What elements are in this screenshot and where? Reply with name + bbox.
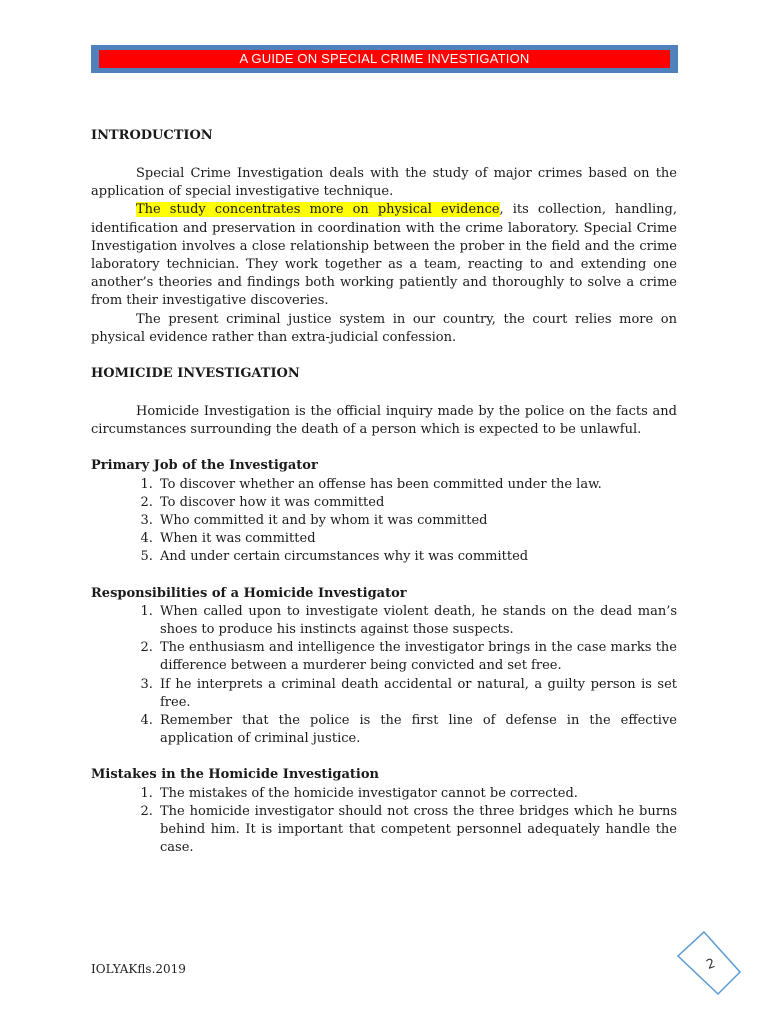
responsibilities-list: [91, 603, 677, 749]
list-item: 3. Who committed it and by whom it was committed: [157, 512, 677, 530]
document-header-banner: [91, 45, 678, 73]
list-item: 1. The mistakes of the homicide investigator cannot be corrected.: [157, 785, 677, 803]
introduction-heading: INTRODUCTION: [91, 128, 213, 143]
intro-paragraph-2-rest: , its collection, handling, identification and preservation in coordination with the crime laboratory. Special Crime Investigation involves a close relationship between the prober in the field and the crime laboratory technician. They work together as a team, reacting to and extending one another’s theories and findings both working patiently and thoroughly to solve a crime from their investigative discoveries.: [91, 202, 677, 309]
list-item: 1. When called upon to investigate violent death, he stands on the dead man’s shoes to produce his instincts against those suspects.: [157, 603, 677, 639]
list-item: 4. When it was committed: [157, 530, 677, 548]
primary-job-heading: Primary Job of the Investigator: [91, 458, 318, 474]
footer-text: IOLYAKfls.2019: [91, 962, 186, 976]
intro-paragraph-3: The present criminal justice system in our country, the court relies more on physical evidence rather than extra-judicial confession.: [91, 311, 677, 345]
intro-paragraph-1: Special Crime Investigation deals with the study of major crimes based on the application of special investigative technique.: [91, 166, 677, 200]
list-item: 2. To discover how it was committed: [157, 494, 677, 512]
responsibilities-heading: Responsibilities of a Homicide Investigator: [91, 585, 407, 601]
primary-job-list: [91, 476, 677, 567]
homicide-definition: [91, 403, 677, 439]
list-item: 3. If he interprets a criminal death accidental or natural, a guilty person is set free.: [157, 676, 677, 712]
document-body: [91, 127, 677, 858]
intro-paragraph-2: [91, 201, 677, 310]
document-title: A GUIDE ON SPECIAL CRIME INVESTIGATION: [99, 50, 670, 68]
introduction-section: [91, 165, 677, 347]
list-item: 1. To discover whether an offense has been committed under the law.: [157, 476, 677, 494]
mistakes-heading: Mistakes in the Homicide Investigation: [91, 767, 379, 783]
highlighted-text: The study concentrates more on physical evidence: [136, 202, 500, 218]
homicide-definition-text: Homicide Investigation is the official inquiry made by the police on the facts and circumstances surrounding the death of a person which is expected to be unlawful.: [91, 404, 677, 438]
list-item: 2. The enthusiasm and intelligence the investigator brings in the case marks the difference between a murderer being convicted and set free.: [157, 639, 677, 675]
list-item: 5. And under certain circumstances why it was committed: [157, 548, 677, 566]
homicide-investigation-heading: HOMICIDE INVESTIGATION: [91, 366, 300, 382]
list-item: 2. The homicide investigator should not cross the three bridges which he burns behind him. It is important that competent personnel adequately handle the case.: [157, 803, 677, 858]
list-item: 4. Remember that the police is the first line of defense in the effective application of criminal justice.: [157, 712, 677, 748]
page-number: 2: [704, 956, 718, 973]
mistakes-list: [91, 785, 677, 858]
